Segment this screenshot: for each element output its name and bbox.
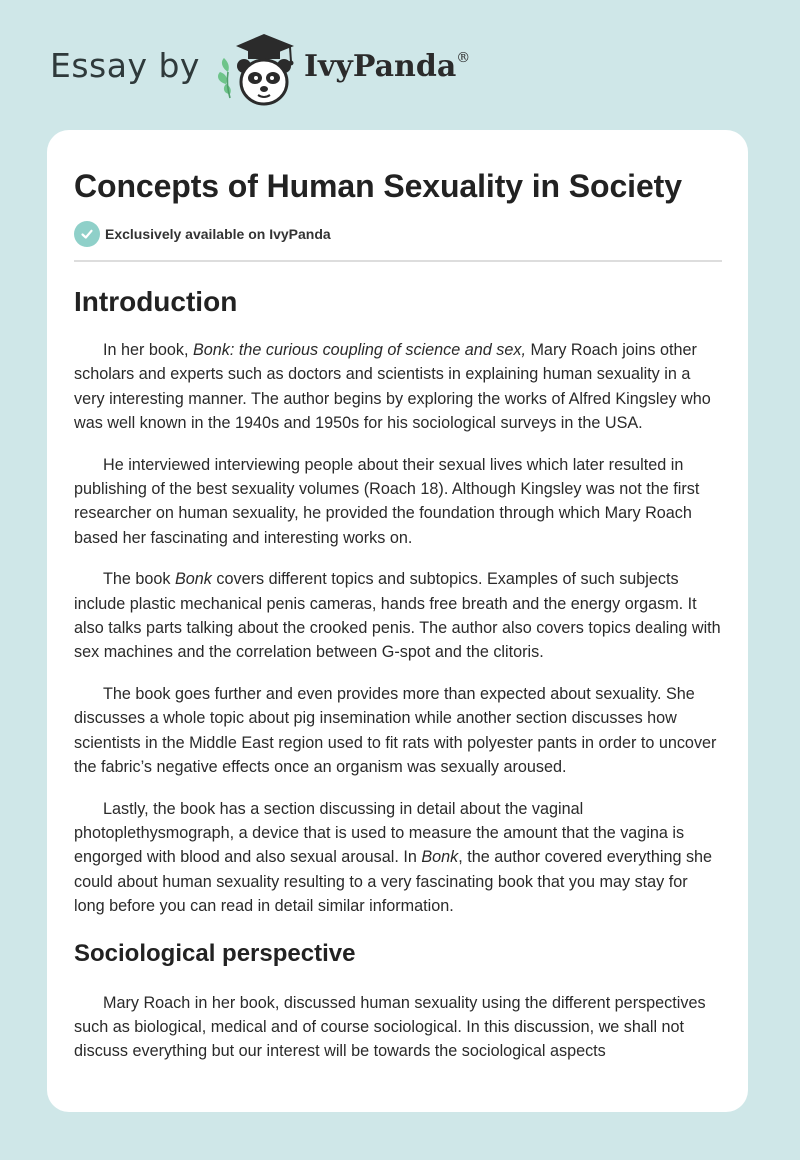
check-circle-icon <box>74 221 100 247</box>
essay-title: Concepts of Human Sexuality in Society <box>74 168 682 204</box>
exclusive-badge <box>74 220 722 248</box>
paragraph-1: In her book, Bonk: the curious coupling of science and sex, Mary Roach joins other scholars and experts such as doctors and scientists in explaining human sexuality in a very interesting manner. The author begins by exploring the works of Alfred Kingsley who was well known in the 1940s and 1950s for his sociological surveys in the USA. <box>74 341 711 433</box>
paragraph-3: The book Bonk covers different topics and subtopics. Examples of such subjects include plastic mechanical penis cameras, hands free breath and the energy orgasm. It also talks parts talking about the crooked penis. The author also covers topics dealing with sex machines and the correlation between G-spot and the clitoris. <box>74 570 721 662</box>
book-title: Bonk <box>175 570 212 589</box>
badge-label: Exclusively available on IvyPanda <box>105 226 331 242</box>
brand-prefix: Essay by <box>50 45 200 85</box>
essay-card <box>47 130 748 1112</box>
paragraph-5: Lastly, the book has a section discussing in detail about the vaginal photoplethysmograph, a device that is used to measure the amount that the vagina is engorged with blood and also sexual arousal. In Bonk, the author covered everything she could about human sexuality resulting to a very fascinating book that you may stay for long before you can read in detail similar information. <box>74 799 713 916</box>
paragraph-2: He interviewed interviewing people about their sexual lives which later resulted in publishing of the best sexuality volumes (Roach 18). Although Kingsley was not the first researcher on human sexuality, he provided the foundation through which Mary Roach based her fascinating and interesting works on. <box>74 455 700 547</box>
panda-graduate-icon <box>214 32 300 113</box>
divider <box>74 260 722 262</box>
paragraph-4: The book goes further and even provides more than expected about sexuality. She discusses a whole topic about pig insemination while another section discusses how scientists in the Middle East region used to fit rats with polyester pants in order to uncover the fabric’s negative effects once an organism was sexually aroused. <box>74 684 717 777</box>
book-title: Bonk <box>421 848 459 867</box>
section-heading-introduction: Introduction <box>74 286 238 317</box>
book-title: Bonk: the curious coupling of science and sex, <box>193 341 526 359</box>
section-heading-sociological: Sociological perspective <box>74 939 356 967</box>
brand-header[interactable] <box>50 30 510 110</box>
brand-name: IvyPanda® <box>303 48 471 84</box>
paragraph-6: Mary Roach in her book, discussed human sexuality using the different perspectives such as biological, medical and of course sociological. In this discussion, we shall not discuss everything but our interest will be towards the sociological aspects <box>74 993 706 1061</box>
